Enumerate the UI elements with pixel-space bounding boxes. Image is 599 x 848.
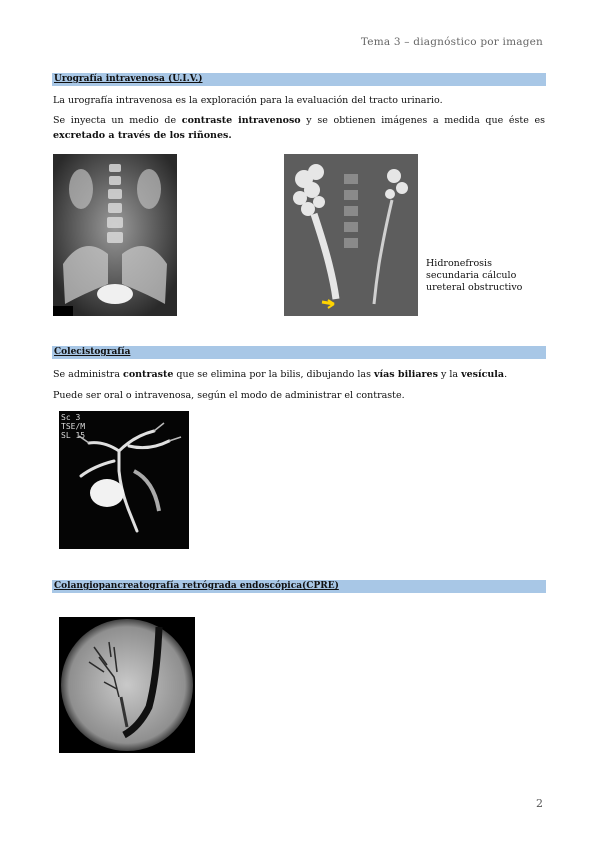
- cole-p1-text-g: .: [504, 369, 508, 380]
- page-number: 2: [536, 797, 543, 810]
- section-title-colecistografia: Colecistografía: [52, 346, 546, 359]
- mri-label-2: TSE/M: [61, 422, 86, 431]
- cole-p1-text-e: y la: [437, 369, 462, 380]
- mri-label-1: Sc 3: [61, 413, 81, 422]
- section-title-cpre: Colangiopancreatografía retrógrada endoscópica(CPRE): [52, 580, 546, 593]
- uiv-p2-text-c: y se obtienen imágenes a medida que éste es: [300, 115, 545, 126]
- colecistografia-paragraph-2: Puede ser oral o intravenosa, según el modo de administrar el contraste.: [53, 390, 405, 401]
- urography-xray-image: [53, 154, 177, 316]
- ercp-fluoroscopy-image: [59, 617, 195, 753]
- hydronephrosis-caption: Hidronefrosis secundaria cálculo ureteral obstructivo: [426, 258, 523, 293]
- hydronephrosis-xray-image: [284, 154, 418, 316]
- uiv-p2-text-a: Se inyecta un medio de: [53, 115, 182, 126]
- uiv-p2-bold-excreted: excretado a través de los riñones.: [53, 130, 232, 141]
- cholecystography-mri-image: [59, 411, 189, 549]
- uiv-paragraph-1: La urografía intravenosa es la exploración para la evaluación del tracto urinario.: [53, 95, 443, 106]
- cole-p1-bold-contrast: contraste: [123, 369, 174, 380]
- cole-p1-bold-vesicle: vesícula: [461, 369, 505, 380]
- cole-p1-bold-biliary: vías biliares: [373, 369, 438, 380]
- cole-p1-text-c: que se elimina por la bilis, dibujando las: [173, 369, 374, 380]
- uiv-paragraph-2: [53, 113, 545, 143]
- colecistografia-paragraph-1: [53, 367, 545, 382]
- cole-p1-text-a: Se administra: [53, 369, 124, 380]
- mri-label-3: SL 15: [61, 431, 86, 440]
- page-header: Tema 3 – diagnóstico por imagen: [360, 36, 543, 48]
- uiv-p2-bold-contrast: contraste intravenoso: [181, 115, 301, 126]
- section-title-uiv: Urografía intravenosa (U.I.V.): [52, 73, 546, 86]
